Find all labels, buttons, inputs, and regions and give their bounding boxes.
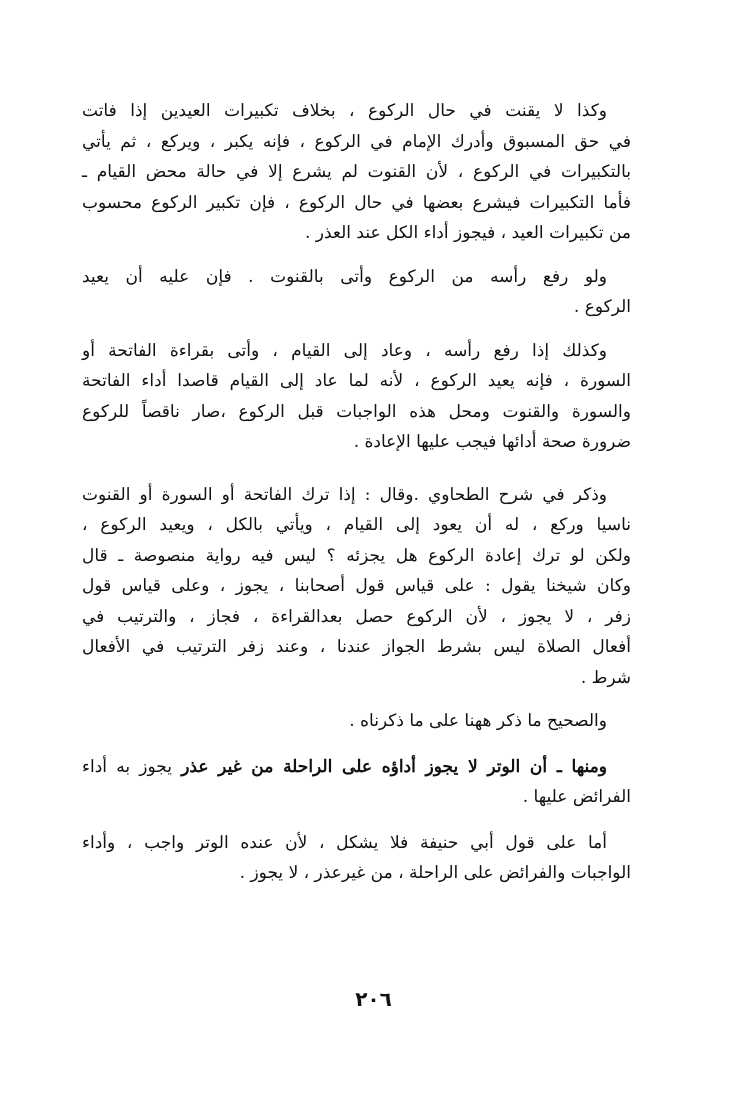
text-line: في حق المسبوق وأدرك الإمام في الركوع ، فإنه يكبر ، ويركع ، ثم يأتي <box>82 131 631 152</box>
text-line: وكذا لا يقنت في حال الركوع ، بخلاف تكبيرات العيدين إذا فاتت <box>82 101 607 121</box>
text-line: زفر ، لا يجوز ، لأن الركوع حصل بعدالقراءة ، فجاز ، والترتيب في <box>82 606 631 627</box>
paragraph-3 <box>82 336 631 458</box>
paragraph-7 <box>82 828 631 889</box>
text-line: الفرائض عليها . <box>522 787 631 807</box>
text-line: الركوع . <box>573 297 631 317</box>
page-body <box>82 96 631 889</box>
text-line: أفعال الصلاة ليس بشرط الجواز عندنا ، وعند زفر الترتيب في الأفعال <box>82 637 631 657</box>
paragraph-6 <box>82 752 631 813</box>
paragraph-4 <box>82 480 631 694</box>
text-line: من تكبيرات العيد ، فيجوز أداء الكل عند العذر . <box>304 223 631 243</box>
text-line: ولكن لو ترك إعادة الركوع هل يجزئه ؟ ليس فيه رواية منصوصة ـ قال <box>82 545 631 566</box>
text-line: وكان شيخنا يقول : على قياس قول أصحابنا ، يجوز ، وعلى قياس قول <box>82 576 631 596</box>
paragraph-5 <box>82 706 631 737</box>
paragraph-2 <box>82 262 631 323</box>
text-line: ولو رفع رأسه من الركوع وأتى بالقنوت . فإن عليه أن يعيد <box>82 266 607 287</box>
bold-lead-text: ومنها ـ أن الوتر لا يجوز أداؤه على الراحلة من غير عذر <box>181 756 607 777</box>
text-line: بالتكبيرات في الركوع ، لأن القنوت لم يشرع إلا في حالة محض القيام ـ <box>82 162 631 182</box>
text-line: الواجبات والفرائض على الراحلة ، من غيرعذر ، لا يجوز . <box>239 863 631 883</box>
text-line: وذكر في شرح الطحاوي .وقال : إذا ترك الفاتحة أو السورة أو القنوت <box>82 484 607 505</box>
text-line: والصحيح ما ذكر ههنا على ما ذكرناه . <box>349 711 607 731</box>
text-line: شرط . <box>580 667 631 688</box>
text-line <box>82 752 631 783</box>
text-line: وكذلك إذا رفع رأسه ، وعاد إلى القيام ، وأتى بقراءة الفاتحة أو <box>82 340 607 361</box>
paragraph-1 <box>82 96 631 249</box>
text-line: ضرورة صحة أدائها فيجب عليها الإعادة . <box>353 432 631 452</box>
text-line: السورة ، فإنه يعيد الركوع ، لأنه لما عاد إلى القيام قاصدا أداء الفاتحة <box>82 371 631 391</box>
text-line: والسورة والقنوت ومحل هذه الواجبات قبل الركوع ،صار ناقصاً للركوع <box>82 401 631 422</box>
text-line: فأما التكبيرات فيشرع بعضها في حال الركوع ، فإن تكبير الركوع محسوب <box>82 192 631 213</box>
text-line: أما على قول أبي حنيفة فلا يشكل ، لأن عنده الوتر واجب ، وأداء <box>82 832 607 853</box>
page-number: ٢٠٦ <box>355 987 392 1011</box>
text-line-rest: يجوز به أداء <box>82 756 172 777</box>
text-line: ناسيا وركع ، له أن يعود إلى القيام ، ويأتي بالكل ، ويعيد الركوع ، <box>82 515 631 535</box>
